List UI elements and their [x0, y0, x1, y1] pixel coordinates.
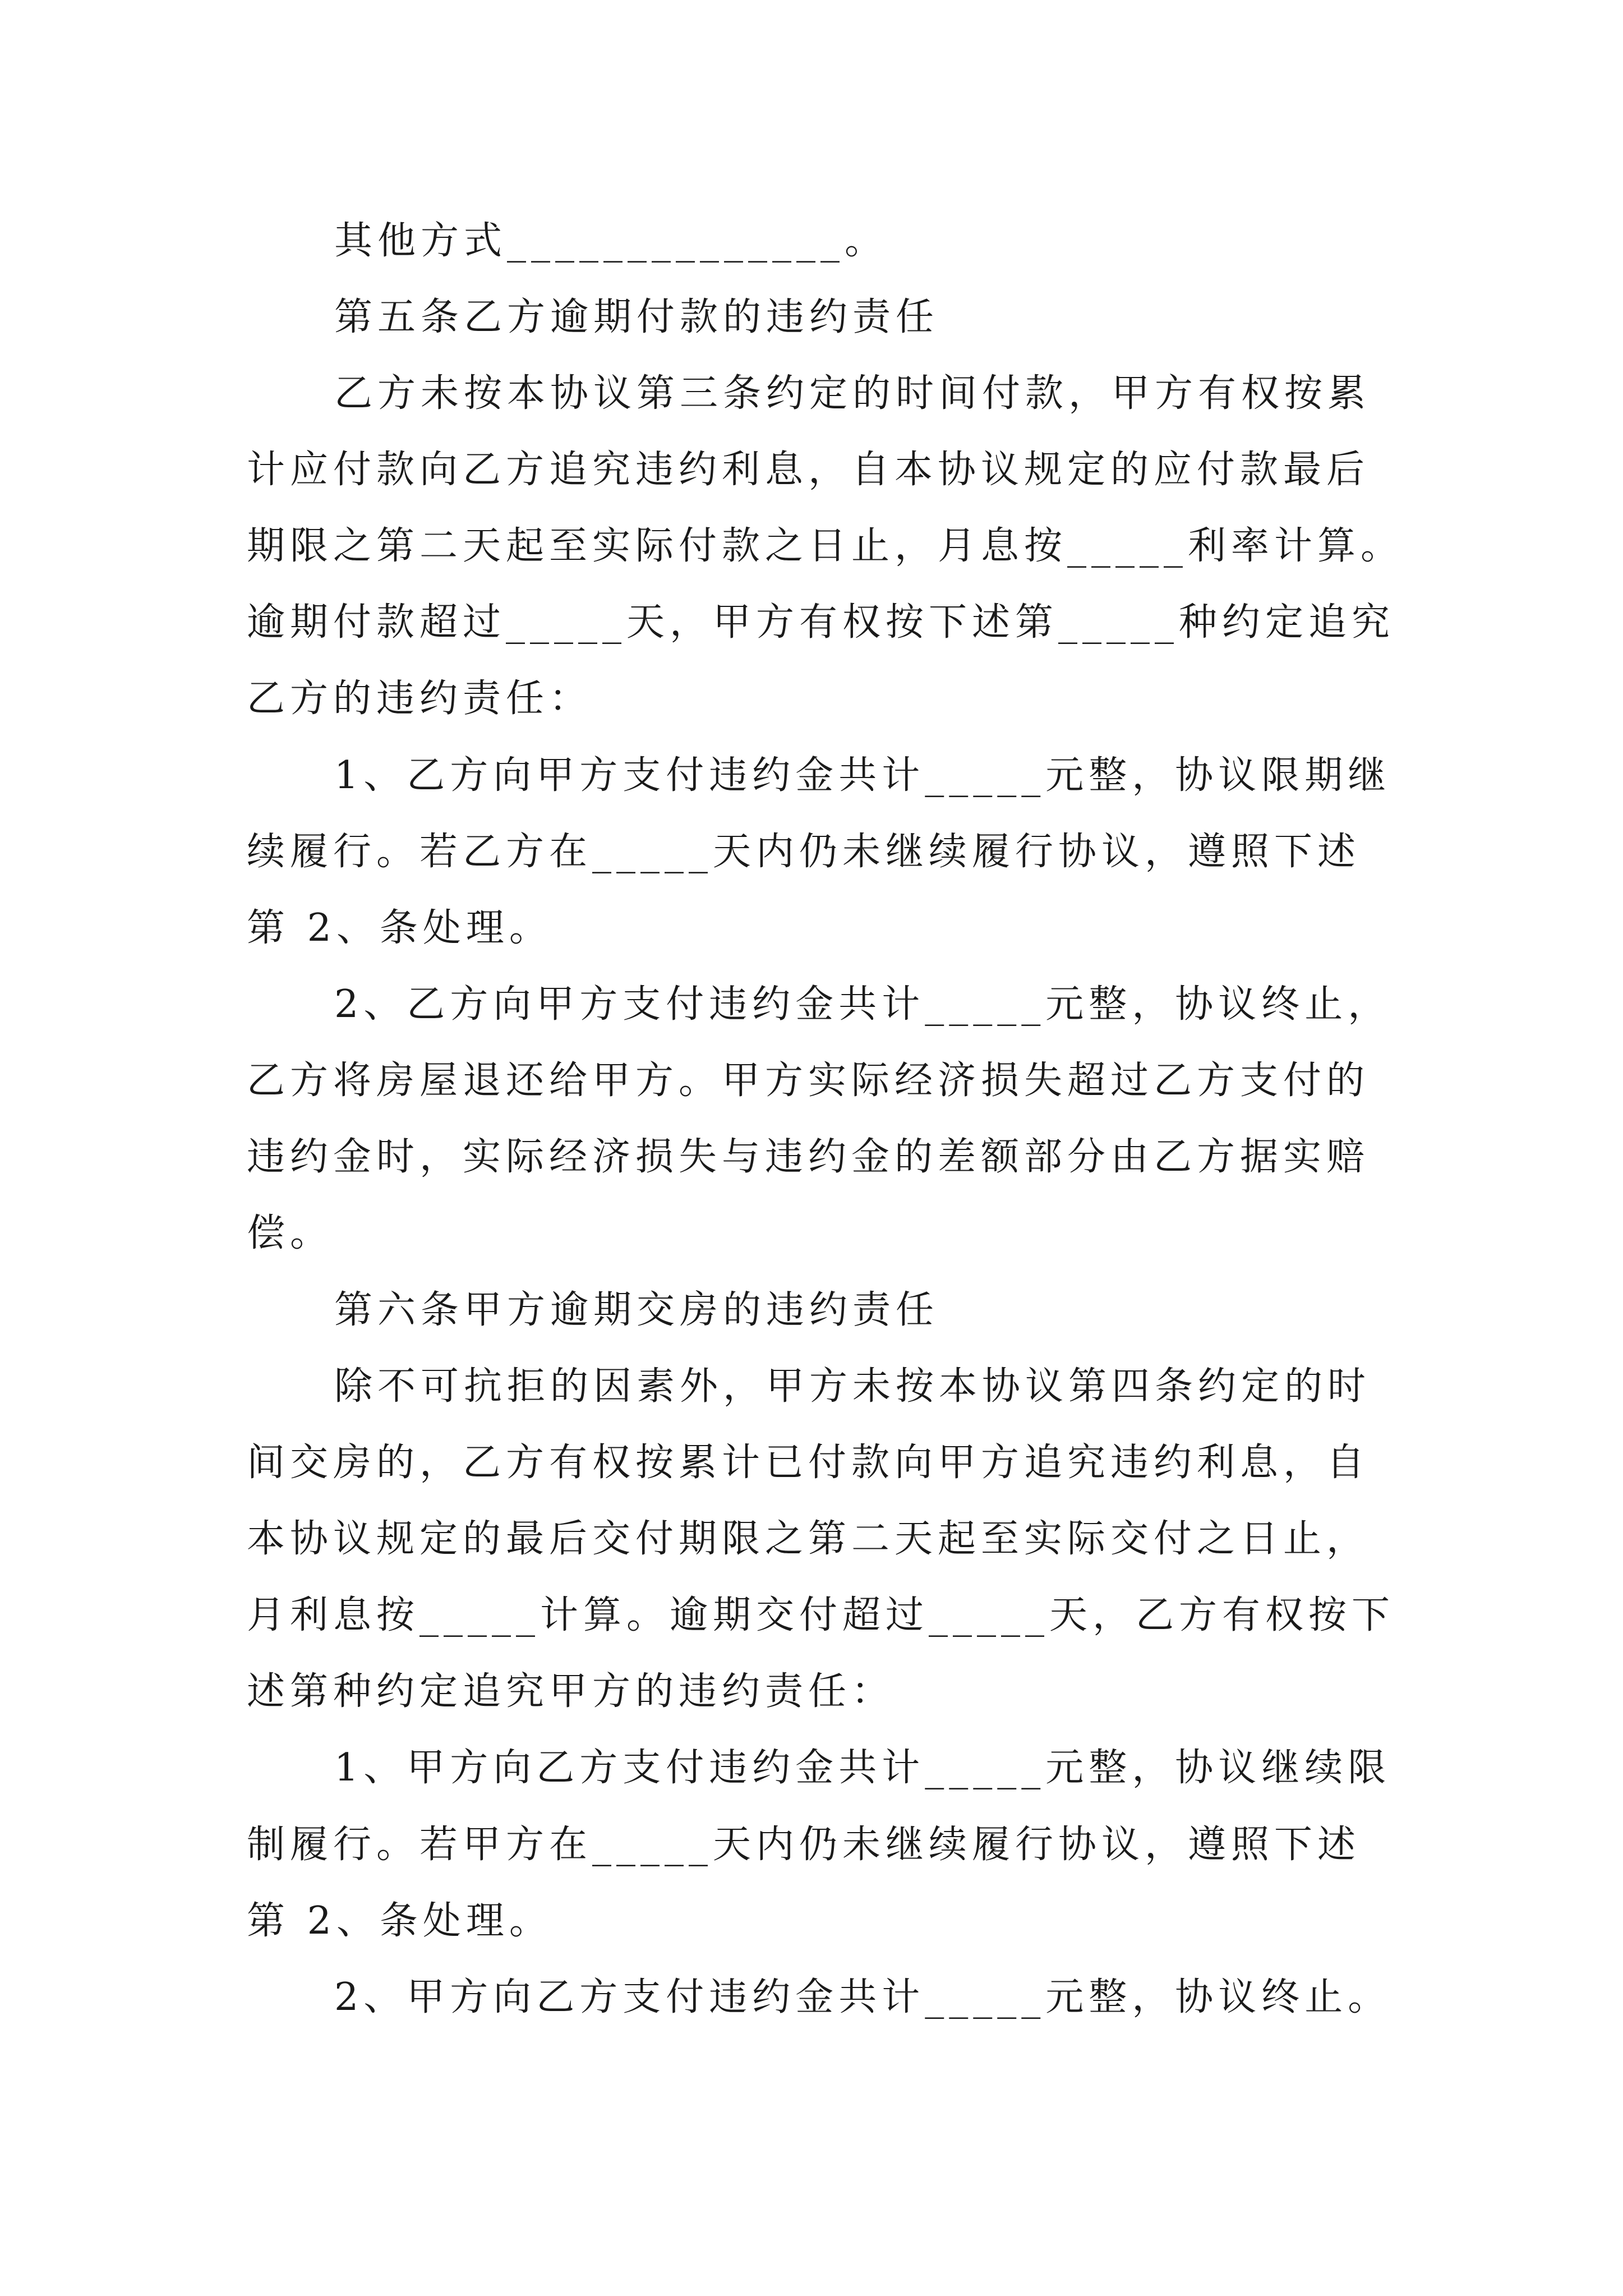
text-line: 续履行。若乙方在_____天内仍未继续履行协议，遵照下述	[247, 830, 1361, 874]
text-line: 第 2、条处理。	[247, 906, 552, 950]
section-heading: 第六条甲方逾期交房的违约责任	[334, 1288, 939, 1332]
text-line: 乙方未按本协议第三条约定的时间付款，甲方有权按累	[334, 371, 1371, 416]
text-line: 乙方的违约责任：	[247, 677, 593, 721]
text-line: 2、甲方向乙方支付违约金共计_____元整，协议终止。	[334, 1975, 1391, 2019]
section-heading: 第五条乙方逾期付款的违约责任	[334, 295, 939, 339]
text-line: 2、乙方向甲方支付违约金共计_____元整，协议终止，	[334, 982, 1391, 1027]
text-line: 除不可抗拒的因素外，甲方未按本协议第四条约定的时	[334, 1364, 1371, 1409]
text-line: 述第种约定追究甲方的违约责任：	[247, 1669, 895, 1714]
text-line: 月利息按_____计算。逾期交付超过_____天，乙方有权按下	[247, 1593, 1395, 1637]
text-line: 第 2、条处理。	[247, 1899, 552, 1943]
text-line: 1、甲方向乙方支付违约金共计_____元整，协议继续限	[334, 1746, 1391, 1790]
text-line: 计应付款向乙方追究违约利息，自本协议规定的应付款最后	[247, 448, 1370, 492]
text-line: 间交房的，乙方有权按累计已付款向甲方追究违约利息，自	[247, 1441, 1370, 1485]
text-line: 偿。	[247, 1211, 334, 1255]
text-line: 逾期付款超过_____天，甲方有权按下述第_____种约定追究	[247, 600, 1395, 645]
text-line: 制履行。若甲方在_____天内仍未继续履行协议，遵照下述	[247, 1823, 1361, 1867]
text-line: 期限之第二天起至实际付款之日止，月息按_____利率计算。	[247, 524, 1404, 568]
text-line: 其他方式______________。	[334, 219, 888, 263]
text-line: 乙方将房屋退还给甲方。甲方实际经济损失超过乙方支付的	[247, 1059, 1370, 1103]
text-line: 1、乙方向甲方支付违约金共计_____元整，协议限期继	[334, 753, 1391, 798]
text-line: 违约金时，实际经济损失与违约金的差额部分由乙方据实赔	[247, 1135, 1370, 1179]
text-line: 本协议规定的最后交付期限之第二天起至实际交付之日止，	[247, 1517, 1370, 1561]
